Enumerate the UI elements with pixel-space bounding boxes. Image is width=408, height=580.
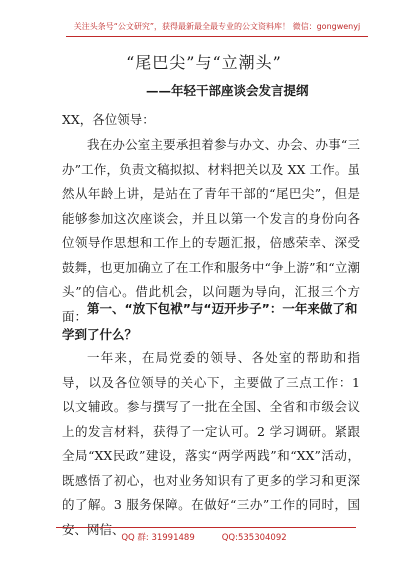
body-paragraph-1: 我在办公室主要承担着参与办文、办会、办事“三办”工作，负责文稿拟拟、材料把关以及 XX 工作。虽然从年龄上讲，是站在了青年干部的“尾巴尖”，但是能够参加这次座谈会，并且以第一个发言的身份向各位领导作思想和工作上的专题汇报，倍感荣幸、深受鼓舞，也更加确立了在工作和服务中“争上游”和“立潮头”的信心。借此机会，以问题为导向，汇报三个方面： (62, 137, 360, 324)
header-divider (66, 36, 368, 37)
document-subtitle: ——年轻干部座谈会发言提纲 (146, 83, 309, 98)
body-paragraph-2: 一年来，在局党委的领导、各处室的帮助和指导，以及各位领导的关心下，主要做了三点工作：1 以文辅政。参与撰写了一批在全国、全省和市级会议上的发言材料，获得了一定认可。2 学习调研。紧跟全局“XX民政”建设，落实“两学两践”和“XX”活动，既感悟了初心，也对业务知识有了更多的学习和更深的了解。3 服务保障。在做好“三办”工作的同时，国安、网信、 (62, 350, 360, 537)
section-heading-1: 第一、“放下包袱”与“迈开步子”：一年来做了和学到了什么？ (62, 301, 358, 342)
salutation: XX，各位领导： (62, 112, 155, 127)
header-banner-text: 关注头条号“公文研究”，获得最新最全最专业的公文资料库！ 微信：gongwenyj (73, 22, 361, 31)
document-title: “尾巴尖”与“立潮头” (126, 53, 282, 72)
footer-divider (56, 527, 356, 528)
footer-contact-text: QQ 群: 31991489 QQ:535304092 (121, 533, 287, 543)
